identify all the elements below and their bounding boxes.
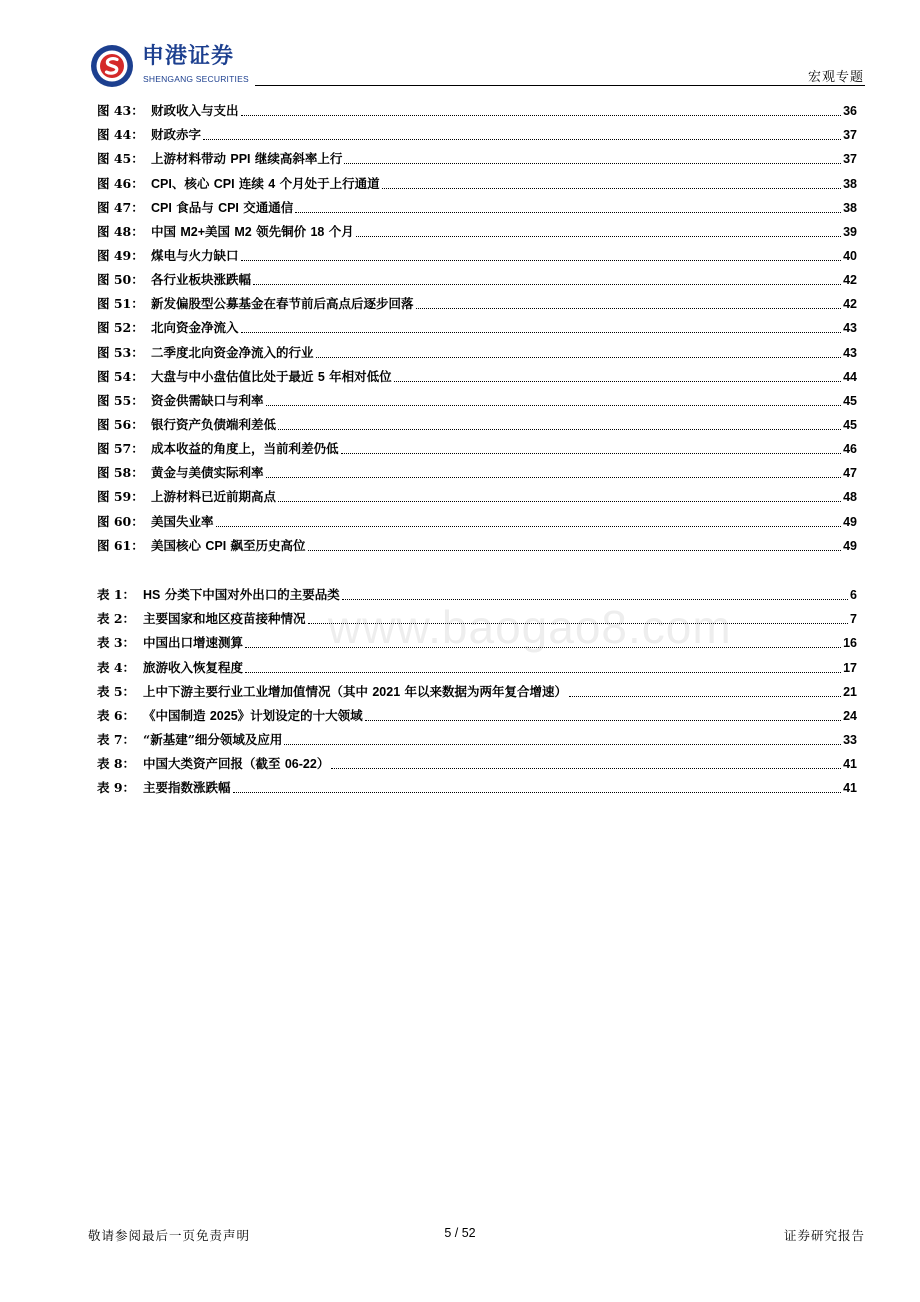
toc-entry-label: 图 55： [97, 392, 144, 408]
figure-toc-entry[interactable] [97, 266, 857, 290]
footer-doc-type: 证券研究报告 [783, 1228, 865, 1243]
toc-entry-label: 表 8： [97, 756, 136, 772]
toc-entry-label: 图 54： [97, 368, 144, 384]
toc-entry-title: 《中国制造 2025》计划设定的十大领域 [143, 707, 363, 723]
toc-dot-leader [241, 260, 842, 261]
table-toc-entry[interactable] [97, 678, 857, 702]
toc-entry-page-number: 43 [843, 345, 857, 360]
toc-dot-leader [284, 744, 841, 745]
toc-entry-label: 表 1： [97, 587, 136, 603]
table-toc-entry[interactable] [97, 653, 857, 677]
figure-toc-entry[interactable] [97, 363, 857, 387]
toc-entry-label: 图 60： [97, 513, 144, 529]
toc-entry-title: 中国 M2+美国 M2 领先铜价 18 个月 [151, 223, 354, 239]
toc-entry-label: 图 46： [97, 175, 144, 191]
table-toc-entry[interactable] [97, 750, 857, 774]
toc-entry-title: HS 分类下中国对外出口的主要品类 [143, 587, 340, 603]
toc-entry-label: 图 57： [97, 441, 144, 457]
toc-entry-label: 图 59： [97, 489, 144, 505]
toc-dot-leader [569, 696, 841, 697]
figure-toc-entry[interactable] [97, 435, 857, 459]
toc-dot-leader [382, 188, 842, 189]
brand-name-en: SHENGANG SECURITIES [143, 74, 249, 84]
figure-toc-entry[interactable] [97, 97, 857, 121]
toc-entry-page-number: 42 [843, 297, 857, 312]
toc-entry-page-number: 6 [850, 588, 857, 603]
toc-entry-page-number: 38 [843, 176, 857, 191]
toc-entry-page-number: 42 [843, 273, 857, 288]
toc-entry-label: 图 50： [97, 272, 144, 288]
toc-entry-label: 图 49： [97, 247, 144, 263]
toc-entry-title: 财政收入与支出 [151, 103, 239, 119]
report-type-label: 宏观专题 [807, 70, 864, 85]
page-footer [0, 1226, 920, 1250]
toc-dot-leader [316, 357, 842, 358]
toc-entry-label: 表 9： [97, 780, 136, 796]
toc-entry-page-number: 43 [843, 321, 857, 336]
toc-entry-page-number: 49 [843, 514, 857, 529]
toc-entry-title: 北向资金净流入 [151, 320, 239, 336]
toc-entry-label: 表 7： [97, 731, 136, 747]
toc-entry-page-number: 37 [843, 152, 857, 167]
toc-entry-page-number: 24 [843, 708, 857, 723]
toc-entry-page-number: 49 [843, 538, 857, 553]
shengang-logo-icon [90, 44, 134, 88]
header-divider [255, 85, 865, 86]
toc-entry-page-number: 47 [843, 466, 857, 481]
toc-entry-label: 图 56： [97, 416, 144, 432]
figure-toc-entry[interactable] [97, 314, 857, 338]
toc-entry-label: 表 4： [97, 659, 136, 675]
table-toc-entry[interactable] [97, 726, 857, 750]
toc-dot-leader [278, 501, 841, 502]
toc-dot-leader [394, 381, 841, 382]
toc-entry-label: 图 58： [97, 465, 144, 481]
toc-dot-leader [253, 284, 841, 285]
toc-entry-title: 黄金与美债实际利率 [151, 465, 264, 481]
toc-entry-page-number: 39 [843, 224, 857, 239]
toc-dot-leader [241, 332, 842, 333]
figure-toc-entry[interactable] [97, 194, 857, 218]
toc-entry-label: 图 43： [97, 103, 144, 119]
figure-toc-entry[interactable] [97, 532, 857, 556]
toc-dot-leader [308, 550, 842, 551]
figure-toc-entry[interactable] [97, 387, 857, 411]
toc-entry-page-number: 16 [843, 636, 857, 651]
table-toc-entry[interactable] [97, 774, 857, 798]
toc-entry-label: 图 48： [97, 223, 144, 239]
watermark: www.baogao8.com [328, 601, 732, 653]
toc-entry-title: CPI、核心 CPI 连续 4 个月处于上行通道 [151, 175, 380, 191]
toc-entry-label: 表 3： [97, 635, 136, 651]
toc-entry-page-number: 45 [843, 417, 857, 432]
figure-toc-entry[interactable] [97, 169, 857, 193]
toc-entry-title: 各行业板块涨跌幅 [151, 272, 252, 288]
toc-entry-label: 图 52： [97, 320, 144, 336]
toc-entry-title: 美国失业率 [151, 513, 214, 529]
toc-entry-title: 主要国家和地区疫苗接种情况 [143, 611, 306, 627]
toc-entry-title: 主要指数涨跌幅 [143, 780, 231, 796]
toc-dot-leader [233, 792, 842, 793]
toc-dot-leader [203, 139, 841, 140]
toc-dot-leader [341, 453, 842, 454]
toc-entry-label: 图 51： [97, 296, 144, 312]
toc-entry-page-number: 45 [843, 393, 857, 408]
toc-entry-page-number: 38 [843, 200, 857, 215]
toc-entry-title: 上游材料已近前期高点 [151, 489, 277, 505]
page-number: 5 / 52 [444, 1226, 476, 1240]
toc-entry-label: 图 61： [97, 537, 144, 553]
toc-dot-leader [266, 405, 842, 406]
toc-entry-page-number: 37 [843, 128, 857, 143]
toc-entry-title: 新发偏股型公募基金在春节前后高点后逐步回落 [151, 296, 414, 312]
toc-entry-title: 银行资产负债端利差低 [151, 416, 277, 432]
toc-entry-label: 图 47： [97, 199, 144, 215]
toc-entry-page-number: 46 [843, 442, 857, 457]
toc-dot-leader [241, 115, 842, 116]
toc-dot-leader [295, 212, 841, 213]
figure-toc-entry[interactable] [97, 338, 857, 362]
brand-name-cn: 申港证券 [142, 44, 235, 69]
figures-toc-list [97, 97, 857, 556]
toc-entry-title: “新基建”细分领域及应用 [143, 731, 283, 747]
toc-dot-leader [416, 308, 842, 309]
toc-dot-leader [331, 768, 841, 769]
toc-entry-title: 资金供需缺口与利率 [151, 392, 264, 408]
toc-entry-title: 二季度北向资金净流入的行业 [151, 344, 314, 360]
toc-entry-title: 中国出口增速测算 [143, 635, 244, 651]
toc-entry-page-number: 40 [843, 248, 857, 263]
toc-entry-title: 成本收益的角度上，当前利差仍低 [151, 441, 339, 457]
toc-dot-leader [245, 672, 841, 673]
toc-entry-title: CPI 食品与 CPI 交通通信 [151, 199, 294, 215]
figure-toc-entry[interactable] [97, 242, 857, 266]
toc-entry-title: 上中下游主要行业工业增加值情况（其中 2021 年以来数据为两年复合增速） [143, 683, 568, 699]
toc-entry-title: 美国核心 CPI 飙至历史高位 [151, 537, 306, 553]
figure-toc-entry[interactable] [97, 459, 857, 483]
toc-entry-page-number: 48 [843, 490, 857, 505]
figure-toc-entry[interactable] [97, 507, 857, 531]
toc-dot-leader [278, 429, 841, 430]
toc-entry-page-number: 21 [843, 684, 857, 699]
toc-entry-label: 表 5： [97, 683, 136, 699]
toc-entry-title: 大盘与中小盘估值比处于最近 5 年相对低位 [151, 368, 392, 384]
toc-entry-page-number: 44 [843, 369, 857, 384]
figure-toc-entry[interactable] [97, 121, 857, 145]
toc-entry-page-number: 41 [843, 781, 857, 796]
toc-dot-leader [344, 163, 841, 164]
figure-toc-entry[interactable] [97, 483, 857, 507]
table-toc-entry[interactable] [97, 702, 857, 726]
toc-entry-title: 上游材料带动 PPI 继续高斜率上行 [151, 151, 343, 167]
toc-dot-leader [365, 720, 841, 721]
toc-entry-label: 表 6： [97, 707, 136, 723]
toc-entry-label: 图 44： [97, 127, 144, 143]
toc-entry-title: 煤电与火力缺口 [151, 247, 239, 263]
toc-entry-title: 中国大类资产回报（截至 06-22） [143, 756, 330, 772]
figure-toc-entry[interactable] [97, 411, 857, 435]
toc-entry-page-number: 36 [843, 104, 857, 119]
toc-entry-label: 表 2： [97, 611, 136, 627]
figure-toc-entry[interactable] [97, 290, 857, 314]
toc-dot-leader [266, 477, 842, 478]
toc-entry-title: 旅游收入恢复程度 [143, 659, 244, 675]
toc-dot-leader [216, 526, 842, 527]
footer-disclaimer: 敬请参阅最后一页免责声明 [88, 1228, 251, 1243]
toc-entry-page-number: 17 [843, 660, 857, 675]
toc-entry-page-number: 41 [843, 757, 857, 772]
toc-entry-label: 图 45： [97, 151, 144, 167]
toc-entry-page-number: 33 [843, 732, 857, 747]
toc-entry-title: 财政赤字 [151, 127, 202, 143]
figure-toc-entry[interactable] [97, 218, 857, 242]
toc-entry-label: 图 53： [97, 344, 144, 360]
toc-dot-leader [356, 236, 841, 237]
toc-entry-page-number: 7 [850, 612, 857, 627]
figure-toc-entry[interactable] [97, 145, 857, 169]
page-header [0, 0, 920, 100]
